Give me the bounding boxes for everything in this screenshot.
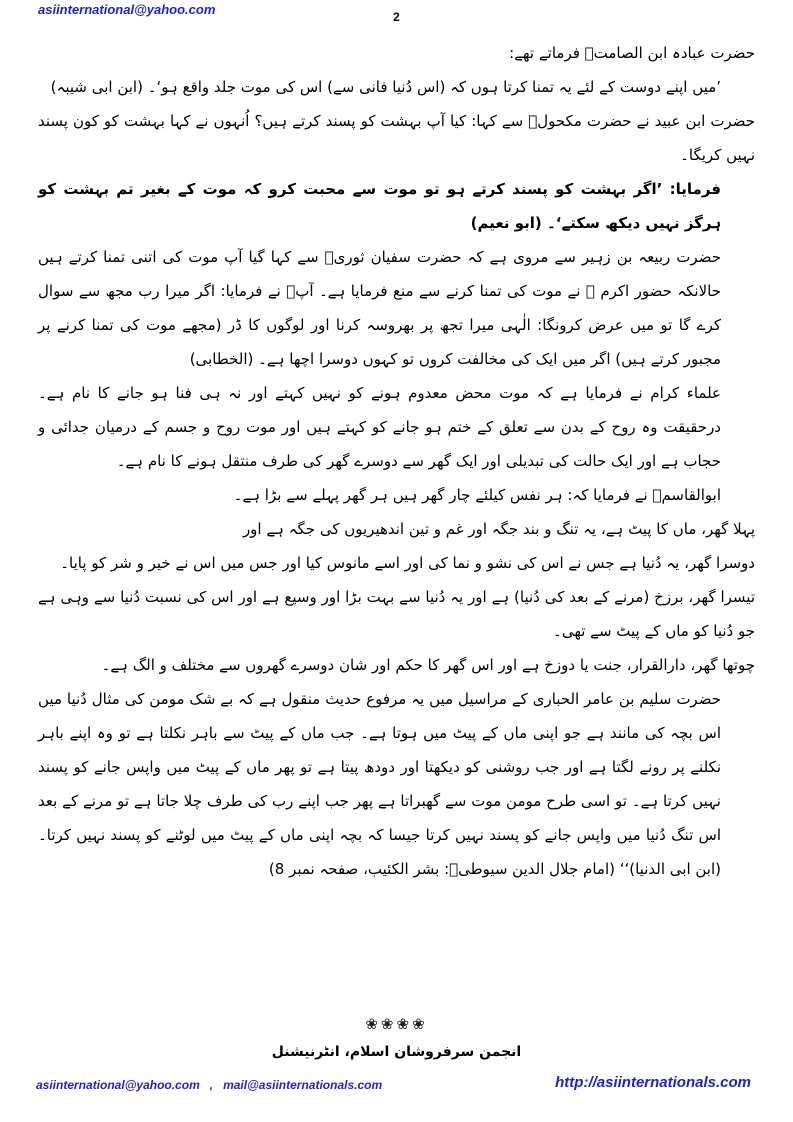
- article-body: [38, 36, 755, 886]
- paragraph: چوتھا گھر، دارالقرار، جنت یا دوزخ ہے اور اس گھر کا حکم اور شان دوسرے گھروں سے مختلف و الگ ہے۔: [101, 656, 755, 674]
- quote-paragraph: فرمایا: ’اگر بہشت کو پسند کرتے ہو تو موت سے محبت کرو کہ موت کے بغیر تم بہشت کو ہرگز نہیں دیکھ سکتے‘۔ (ابو نعیم): [38, 180, 721, 232]
- paragraph: تیسرا گھر، برزخ (مرنے کے بعد کی دُنیا) ہے اور یہ دُنیا سے بہت بڑا اور وسیع ہے اور اس کی نسبت دُنیا سے وہی ہے جو دُنیا کو ماں کے پیٹ سے تھی۔: [38, 588, 755, 640]
- ornament-divider: ❀❀❀❀: [365, 1015, 428, 1033]
- footer-website-link[interactable]: http://asiinternationals.com: [555, 1074, 751, 1091]
- page-number: 2: [393, 10, 400, 24]
- paragraph: حضرت ابن عبید نے حضرت مکحولؒ سے کہا: کیا آپ بہشت کو پسند کرتے ہیں؟ اُنہوں نے کہا بہشت کو کون پسند نہیں کریگا۔: [38, 112, 755, 164]
- paragraph: حضرت سلیم بن عامر الحباری کے مراسیل میں یہ مرفوع حدیث منقول ہے کہ بے شک مومن کی مثال دُنیا میں اس بچہ کی مانند ہے جو اپنی ماں کے پیٹ میں ہوتا ہے۔ جب ماں کے پیٹ سے باہر نکلتا ہے تو وہ اپنے باہر نکلنے پر رونے لگتا ہے اور جب روشنی کو دیکھتا اور دودھ پیتا ہے تو پھر ماں کے پیٹ میں واپس جانے کو پسند نہیں کرتا ہے۔ تو اسی طرح مومن موت سے گھبراتا ہے پھر جب اپنے رب کی طرف چلا جاتا ہے تو مرنے کے بعد اس تنگ دُنیا میں واپس جانے کو پسند نہیں کرتا جیسا کہ بچہ اپنی ماں کے پیٹ میں لوٹنے کو پسند نہیں کرتا۔ (ابن ابی الدنیا)‘‘ (امام جلال الدین سیوطیؒ: بشر الکئیب، صفحہ نمبر 8): [38, 690, 721, 878]
- paragraph: علماء کرام نے فرمایا ہے کہ موت محض معدوم ہونے کو نہیں کہتے اور نہ ہی فنا ہو جانے کا نام ہے۔ درحقیقت وہ روح کے بدن سے تعلق کے ختم ہو جانے کو کہتے ہیں اور موت روح و جسم کے درمیان جدائی و حجاب ہے اور ایک حالت کی تبدیلی اور ایک گھر سے دوسرے گھر کی طرف منتقل ہونے کا نام ہے۔: [38, 384, 721, 470]
- paragraph: حضرت ربیعہ بن زہیر سے مروی ہے کہ حضرت سفیان ثوریؒ سے کہا گیا آپ موت کی اتنی تمنا کرتے ہیں حالانکہ حضور اکرم ﷺ نے موت کی تمنا کرنے سے منع فرمایا ہے۔ آپؒ نے فرمایا: اگر میرا رب مجھ سے سوال کرے گا تو میں عرض کرونگا: الٰہی میرا تجھ پر بھروسہ کرنا اور لوگوں کا ڈر (مجھے موت کی تمنا کرنے پر مجبور کرتے ہیں) اگر میں ایک کی مخالفت کروں تو کہوں دوسرا اچھا ہے۔ (الخطابی): [38, 248, 721, 368]
- quote-paragraph: ’میں اپنے دوست کے لئے یہ تمنا کرتا ہوں کہ (اس دُنیا فانی سے) اس کی موت جلد واقع ہو‘۔ (ابن ابی شیبہ): [50, 78, 721, 96]
- footer-emails[interactable]: asiinternational@yahoo.com , mail@asiinternationals.com: [36, 1078, 383, 1092]
- paragraph: پہلا گھر، ماں کا پیٹ ہے، یہ تنگ و بند جگہ اور غم و تین اندھیریوں کی جگہ ہے اور: [242, 520, 755, 538]
- paragraph: دوسرا گھر، یہ دُنیا ہے جس نے اس کی نشو و نما کی اور اسے مانوس کیا اور جس میں اس نے خیر و شر کو پایا۔: [60, 554, 755, 572]
- paragraph: حضرت عبادہ ابن الصامتؓ فرماتے تھے:: [509, 44, 755, 62]
- header-email[interactable]: asiinternational@yahoo.com: [38, 2, 216, 17]
- paragraph: ابوالقاسمؒ نے فرمایا کہ: ہر نفس کیلئے چار گھر ہیں ہر گھر پہلے سے بڑا ہے۔: [233, 486, 721, 504]
- organization-name: انجمن سرفروشان اسلام، انٹرنیشنل: [271, 1044, 522, 1060]
